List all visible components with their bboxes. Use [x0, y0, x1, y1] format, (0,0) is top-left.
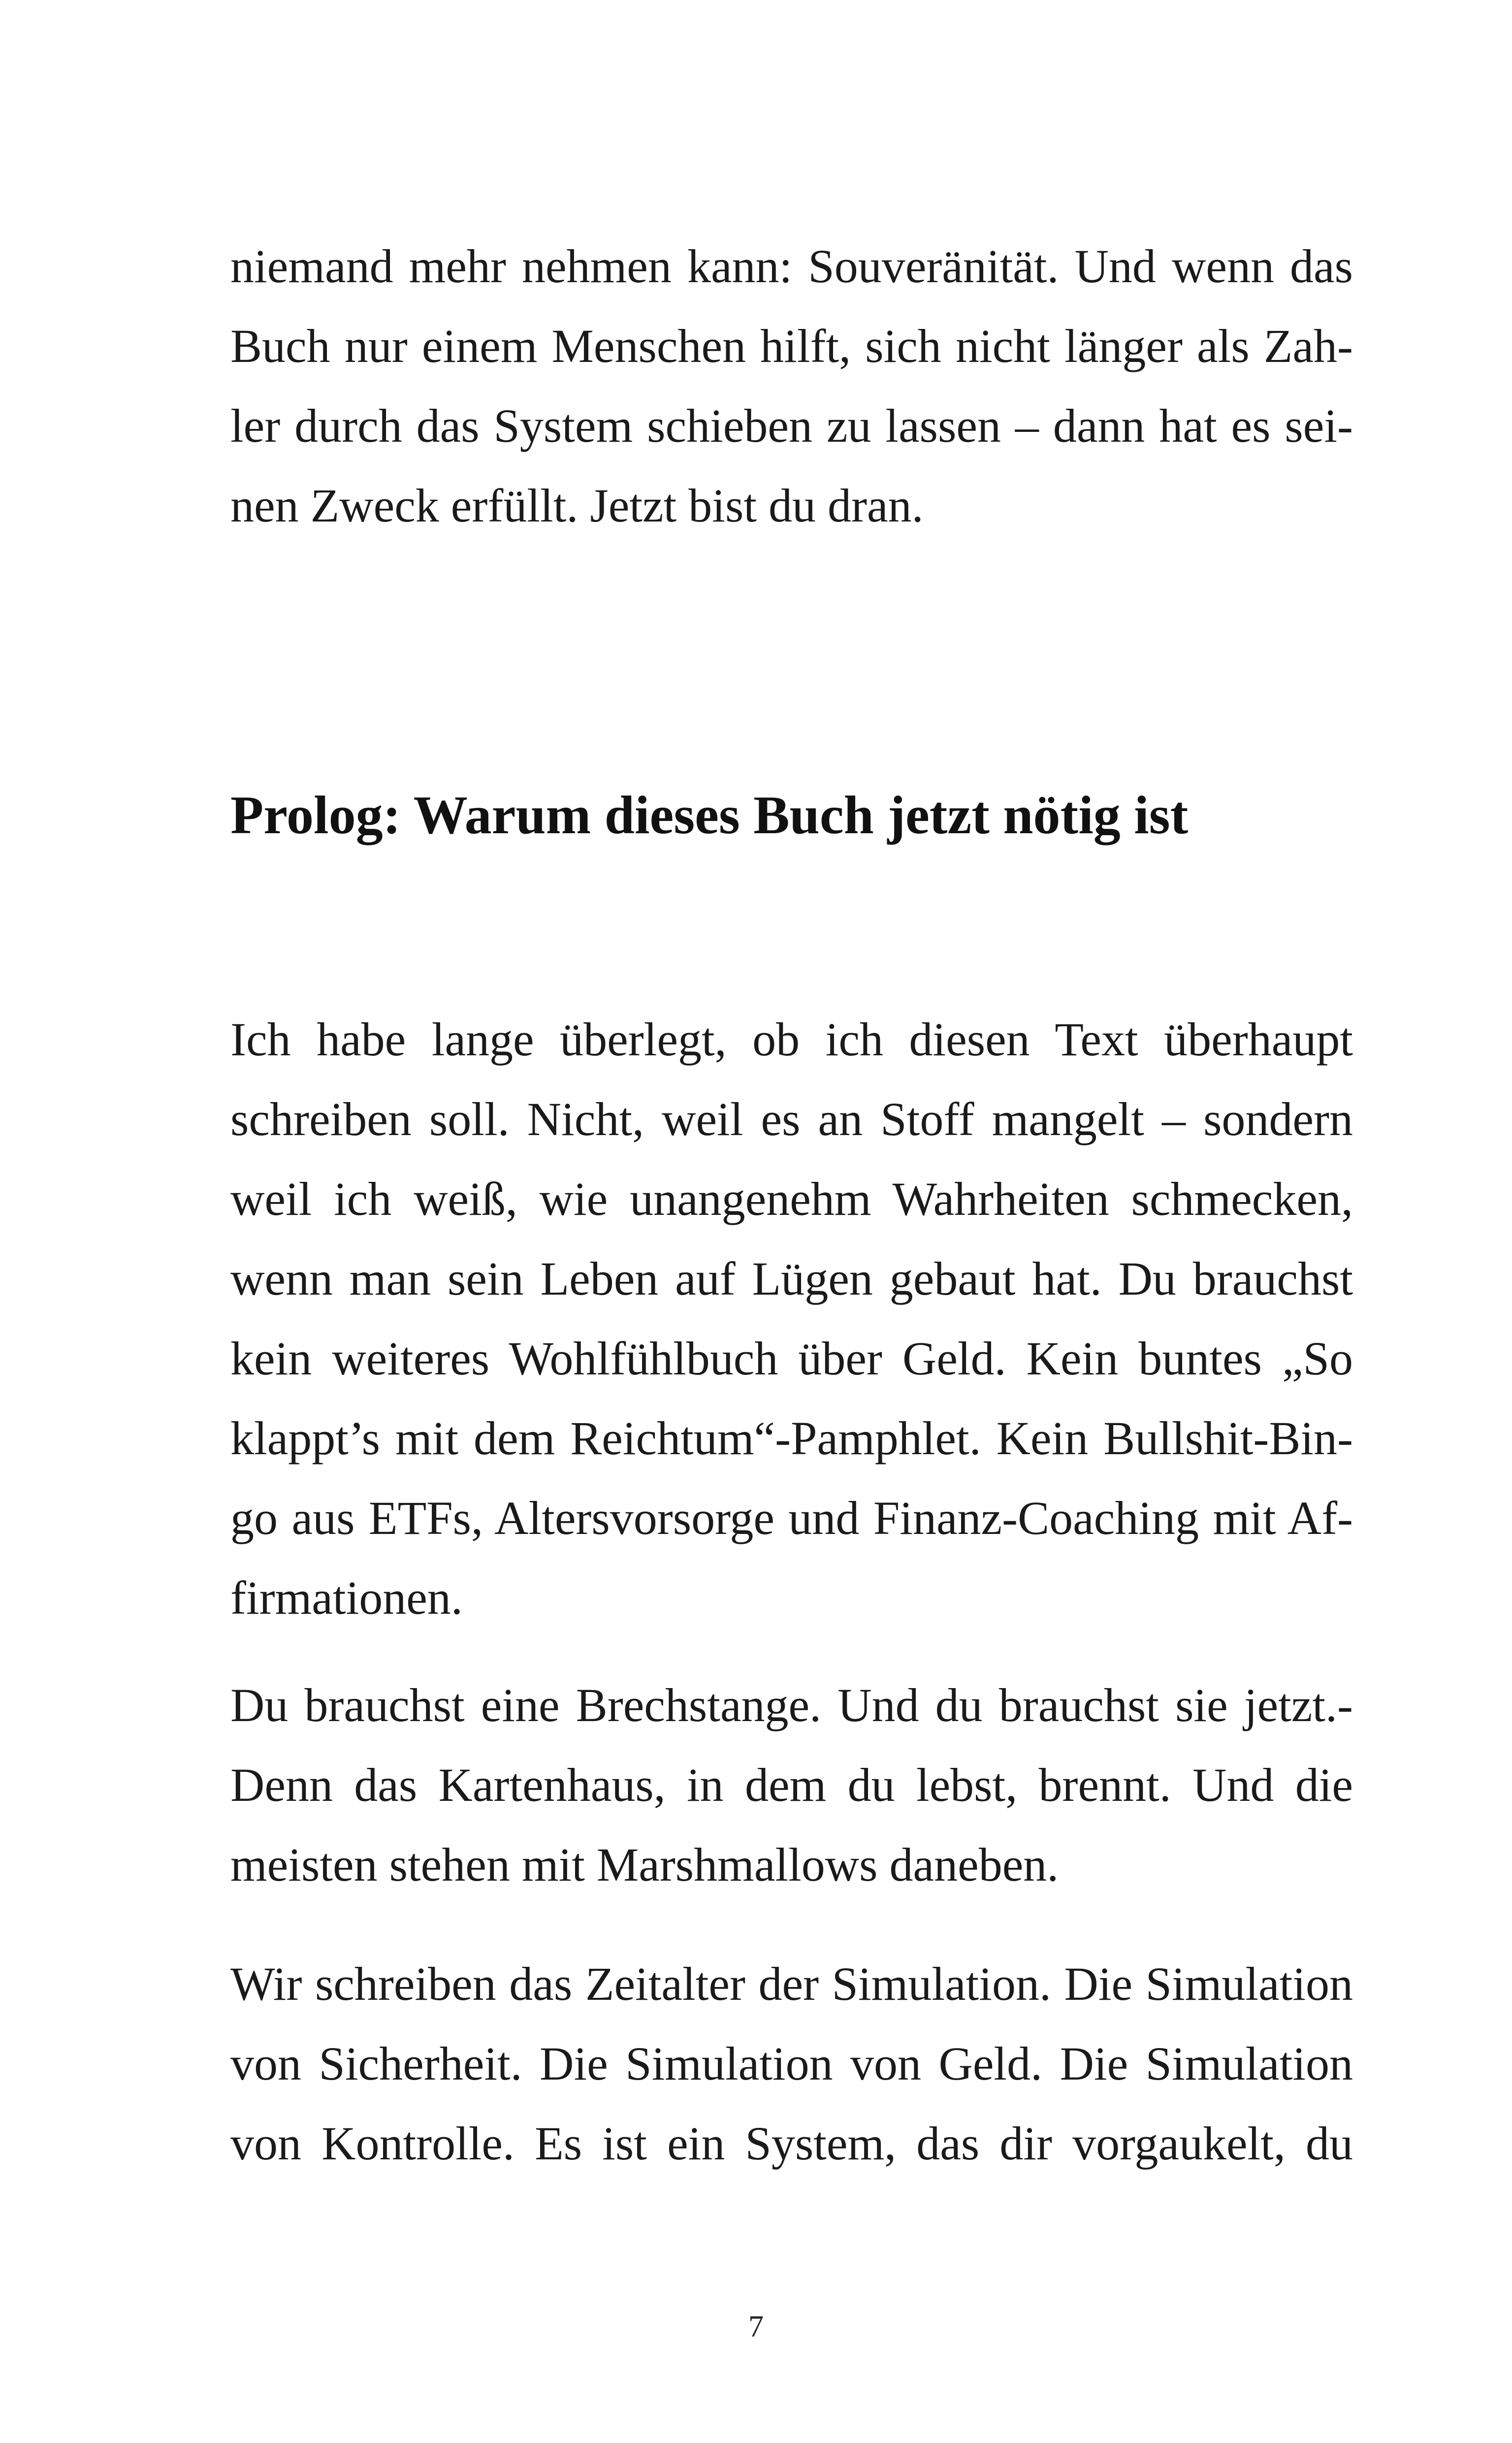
text-line: Wir schreiben das Zeitalter der Simulation. Die Simulation [230, 1957, 1353, 2010]
text-line: meisten stehen mit Marshmallows daneben. [230, 1838, 1059, 1891]
text-line: wenn man sein Leben auf Lügen gebaut hat. Du brauchst [230, 1252, 1353, 1305]
text-line: ler durch das System schieben zu lassen – dann hat es sei- [230, 399, 1353, 452]
text-line: Buch nur einem Menschen hilft, sich nicht länger als Zah- [230, 320, 1353, 372]
text-line: klappt’s mit dem Reichtum“-Pamphlet. Kein Bullshit-Bin- [230, 1412, 1353, 1465]
text-line: niemand mehr nehmen kann: Souveränität. Und wenn das [230, 240, 1353, 293]
paragraph-2 [230, 1665, 1353, 1905]
text-line: Denn das Kartenhaus, in dem du lebst, brennt. Und die [230, 1759, 1353, 1811]
text-line: firmationen. [230, 1571, 463, 1624]
paragraph-3 [230, 1944, 1353, 2183]
text-line: nen Zweck erfüllt. Jetzt bist du dran. [230, 479, 924, 532]
paragraph-1 [230, 1000, 1353, 1638]
text-line: Ich habe lange überlegt, ob ich diesen Text überhaupt [230, 1013, 1353, 1066]
text-line: von Sicherheit. Die Simulation von Geld. Die Simulation [230, 2037, 1353, 2090]
text-line: schreiben soll. Nicht, weil es an Stoff mangelt – sondern [230, 1093, 1353, 1145]
page-number: 7 [748, 2310, 764, 2344]
intro-paragraph [230, 227, 1353, 546]
text-line: Du brauchst eine Brechstange. Und du brauchst sie jetzt.- [230, 1679, 1353, 1731]
text-line: von Kontrolle. Es ist ein System, das dir vorgaukelt, du [230, 2117, 1353, 2170]
text-line: go aus ETFs, Altersvorsorge und Finanz-Coaching mit Af- [230, 1492, 1353, 1544]
chapter-heading: Prolog: Warum dieses Buch jetzt nötig ist [230, 785, 1189, 845]
text-line: weil ich weiß, wie unangenehm Wahrheiten schmecken, [230, 1173, 1353, 1225]
text-line: kein weiteres Wohlfühlbuch über Geld. Kein buntes „So [230, 1332, 1353, 1385]
